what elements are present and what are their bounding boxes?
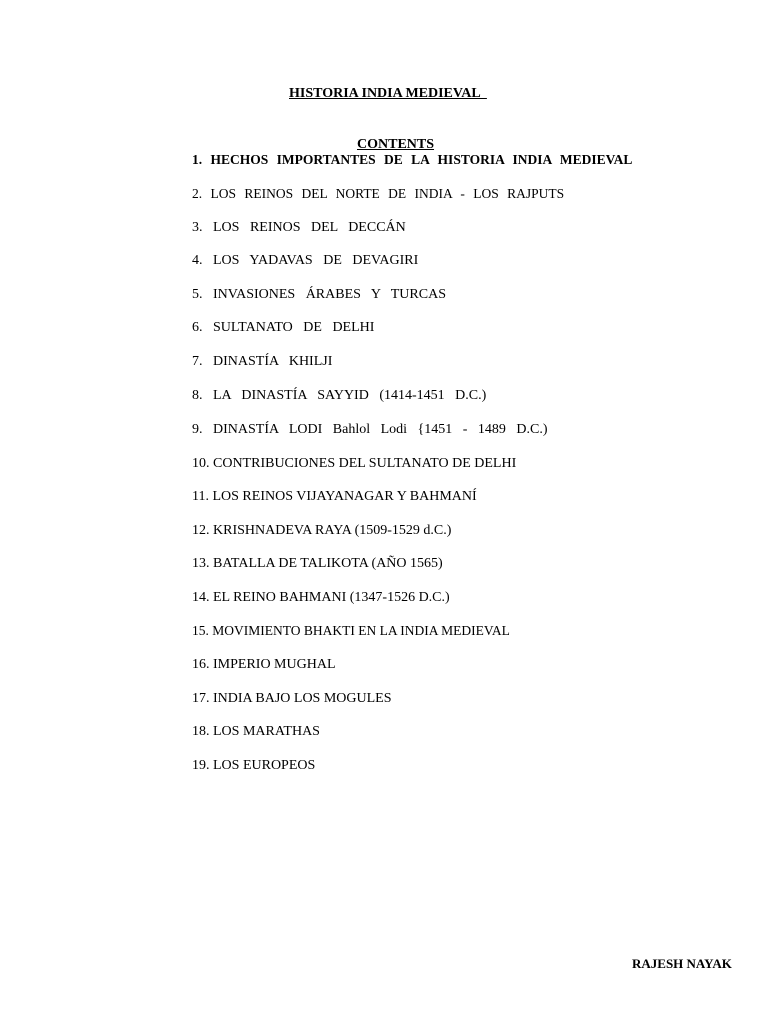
contents-heading: CONTENTS: [357, 137, 435, 152]
toc-item-4: 4. LOS YADAVAS DE DEVAGIRI: [192, 253, 419, 268]
toc-item-16: 16. IMPERIO MUGHAL: [192, 657, 336, 672]
toc-item-11: 11. LOS REINOS VIJAYANAGAR Y BAHMANÍ: [192, 489, 477, 504]
toc-item-13: 13. BATALLA DE TALIKOTA (AÑO 1565): [192, 556, 443, 571]
toc-item-2: 2. LOS REINOS DEL NORTE DE INDIA - LOS RAJPUTS: [192, 186, 565, 201]
toc-item-14: 14. EL REINO BAHMANI (1347-1526 D.C.): [192, 590, 450, 605]
toc-item-3: 3. LOS REINOS DEL DECCÁN: [192, 220, 406, 235]
toc-item-12: 12. KRISHNADEVA RAYA (1509-1529 d.C.): [192, 523, 452, 538]
toc-item-10: 10. CONTRIBUCIONES DEL SULTANATO DE DELHI: [192, 456, 517, 471]
toc-item-1: 1. HECHOS IMPORTANTES DE LA HISTORIA INDIA MEDIEVAL: [192, 152, 633, 167]
toc-item-8: 8. LA DINASTÍA SAYYID (1414-1451 D.C.): [192, 388, 487, 403]
toc-item-5: 5. INVASIONES ÁRABES Y TURCAS: [192, 287, 446, 302]
toc-item-15: 15. MOVIMIENTO BHAKTI EN LA INDIA MEDIEVAL: [192, 623, 510, 638]
document-title: HISTORIA INDIA MEDIEVAL: [289, 86, 487, 101]
toc-item-7: 7. DINASTÍA KHILJI: [192, 354, 333, 369]
toc-item-18: 18. LOS MARATHAS: [192, 724, 320, 739]
author-name: RAJESH NAYAK: [632, 956, 732, 971]
toc-item-6: 6. SULTANATO DE DELHI: [192, 320, 375, 335]
toc-item-9: 9. DINASTÍA LODI Bahlol Lodi {1451 - 1489 D.C.): [192, 422, 548, 437]
toc-item-17: 17. INDIA BAJO LOS MOGULES: [192, 691, 392, 706]
toc-item-19: 19. LOS EUROPEOS: [192, 758, 316, 773]
